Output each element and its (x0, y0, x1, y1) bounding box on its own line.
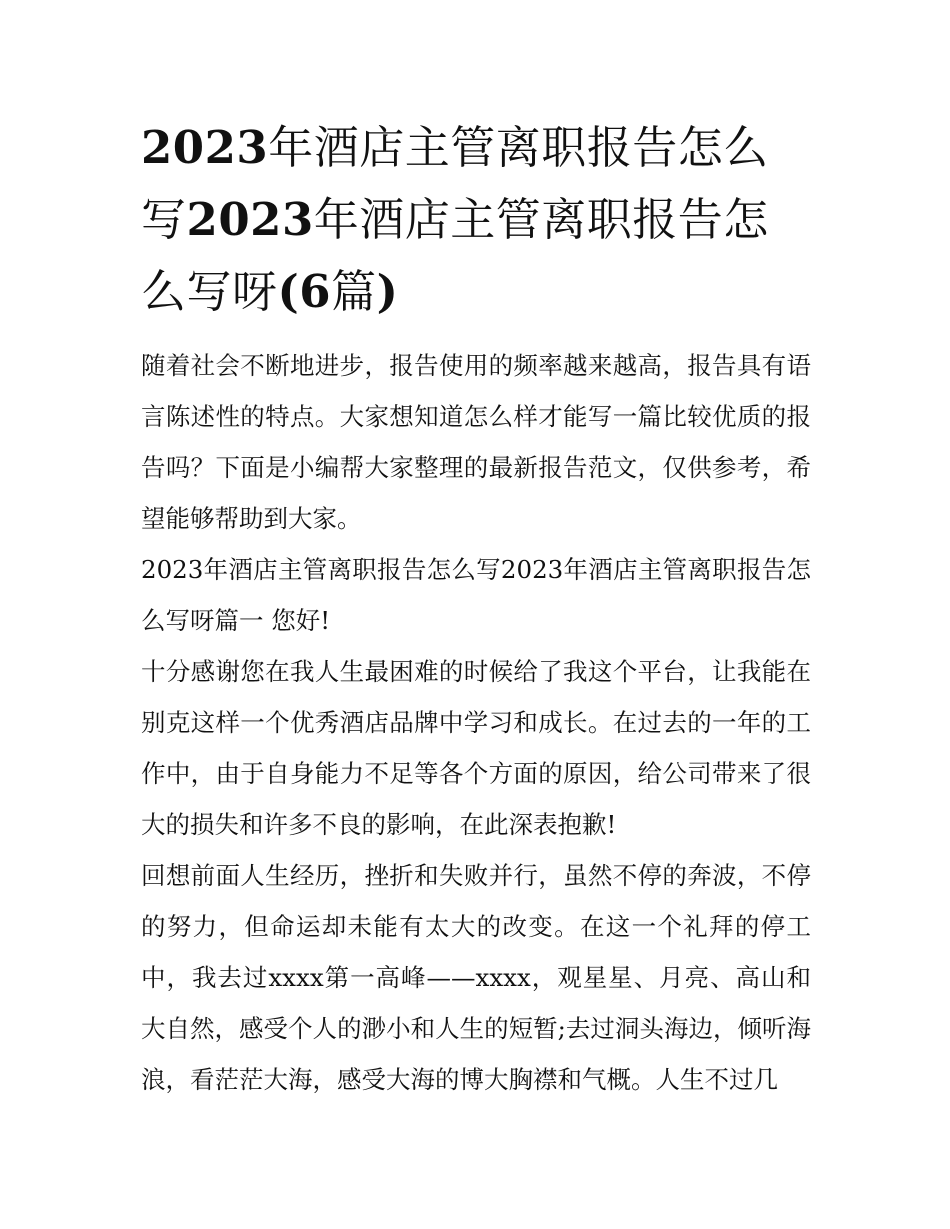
document-body (141, 112, 811, 1105)
intro-paragraph: 随着社会不断地进步，报告使用的频率越来越高，报告具有语言陈述性的特点。大家想知道怎么样才能写一篇比较优质的报告吗？下面是小编帮大家整理的最新报告范文，仅供参考，希望能够帮助到大家。 (141, 351, 811, 533)
title-part: 篇 (331, 265, 377, 318)
body-paragraph: 十分感谢您在我人生最困难的时候给了我这个平台，让我能在别克这样一个优秀酒店品牌中学习和成长。在过去的一年的工作中，由于自身能力不足等各个方面的原因，给公司带来了很大的损失和许多不良的影响，在此深表抱歉! (141, 657, 811, 839)
title-part: 年酒店主管离职报告怎么写 (141, 121, 769, 246)
title-part: 2023 (186, 193, 314, 246)
title-part: (6 (277, 265, 332, 318)
title-part: ) (376, 265, 399, 318)
section-heading-paragraph: 2023年酒店主管离职报告怎么写2023年酒店主管离职报告怎么写呀篇一 您好! (141, 555, 811, 635)
title-part: 年酒店主管离职报告怎么写呀 (141, 193, 769, 318)
body-paragraph: 回想前面人生经历，挫折和失败并行，虽然不停的奔波，不停的努力，但命运却未能有太大的改变。在这一个礼拜的停工中，我去过xxxx第一高峰——xxxx，观星星、月亮、高山和大自然，感受个人的渺小和人生的短暂;去过洞头海边，倾听海浪，看茫茫大海，感受大海的博大胸襟和气概。人生不过几 (141, 861, 811, 1094)
title-part: 2023 (141, 121, 269, 174)
document-title (141, 112, 811, 328)
